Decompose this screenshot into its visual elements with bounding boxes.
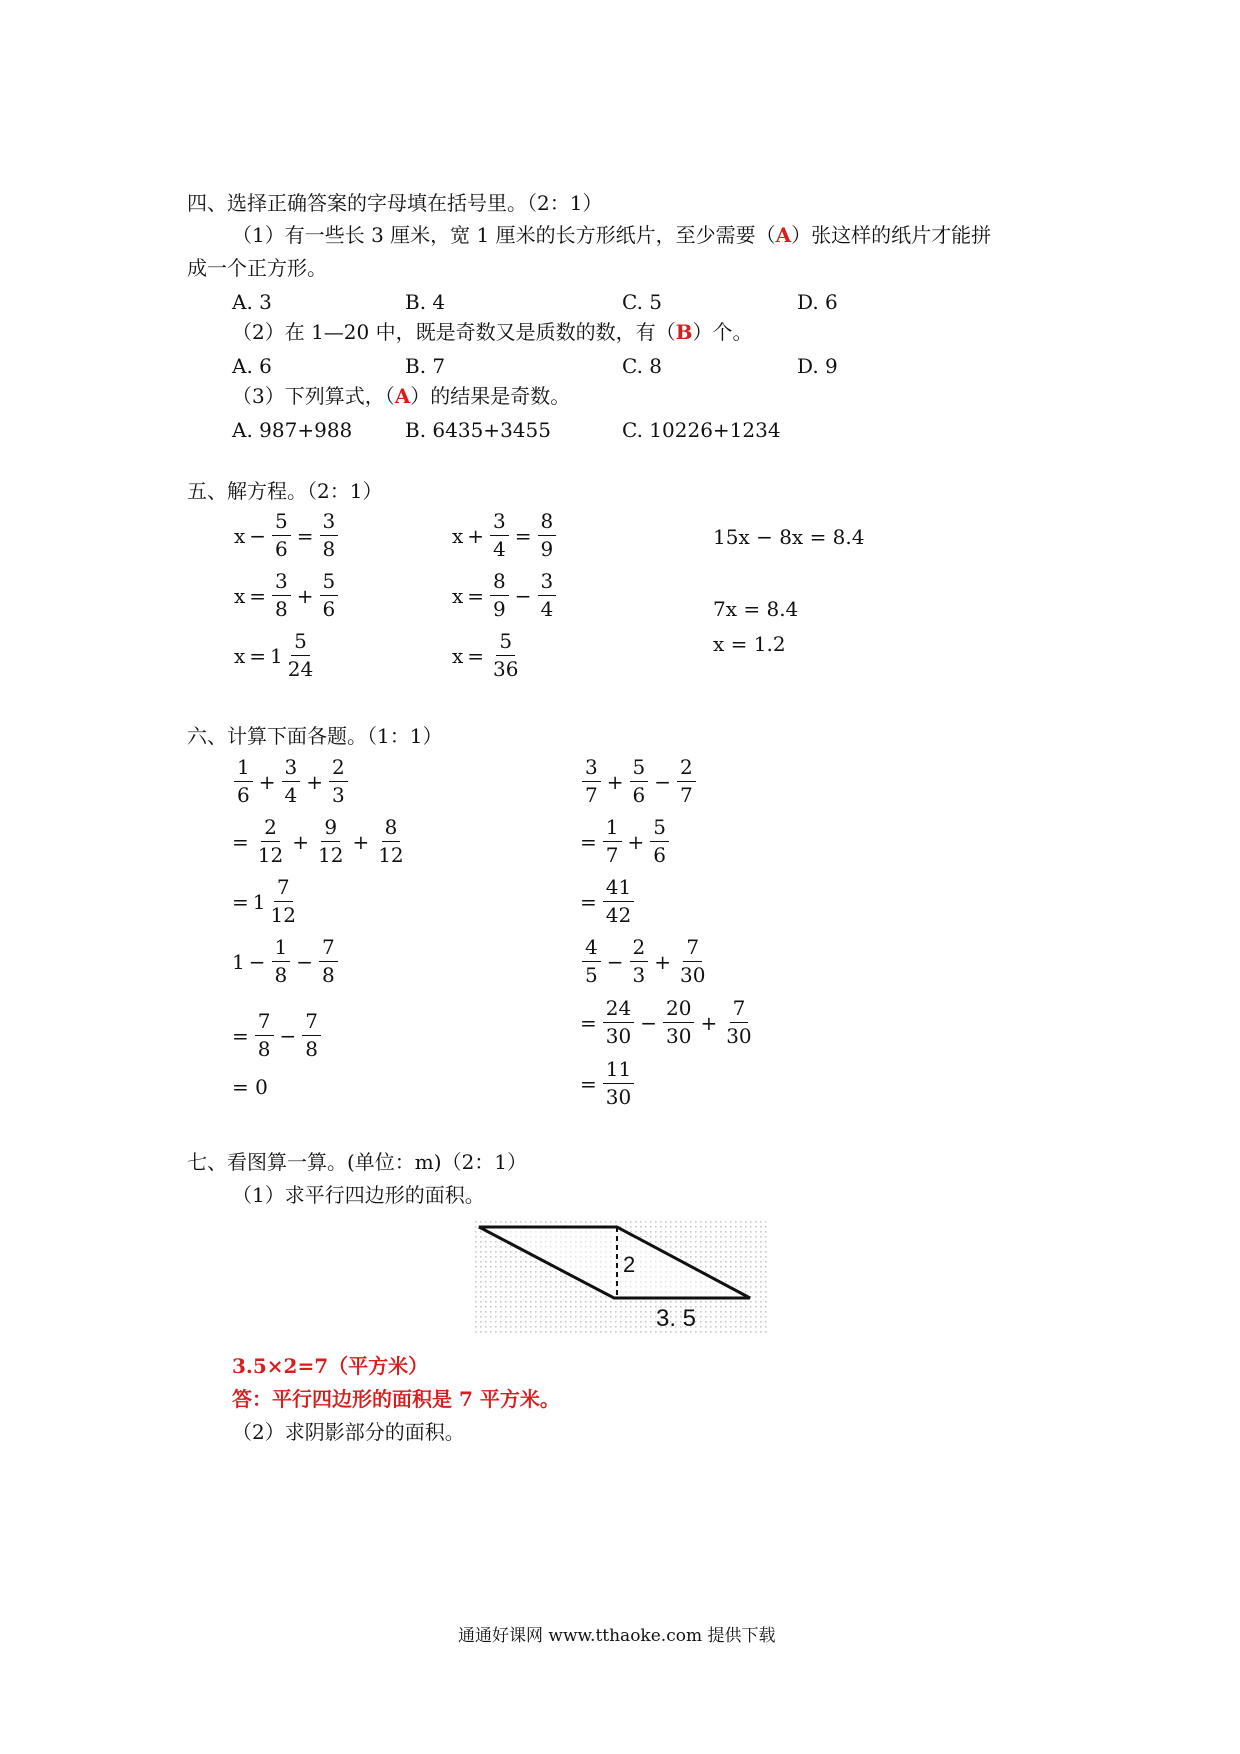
q3-option-a: A. 987+988 (232, 418, 353, 442)
eq3-line1: 15x − 8x = 8.4 (713, 525, 865, 549)
calc-c-line3: = 0 (232, 1075, 268, 1099)
base-label: 3. 5 (656, 1305, 697, 1332)
q3-option-c: C. 10226+1234 (622, 418, 781, 442)
section6-title: 六、计算下面各题。（1：1） (187, 724, 443, 748)
calc-a-line2: = $\frac{2}{12}$ + $\frac{9}{12}$ + $\frac{8}{12}$ (232, 815, 404, 867)
eq1-line1: x − $\frac{5}{6}$ = $\frac{3}{8}$ (234, 510, 340, 561)
q1-post: ）张这样的纸片才能拼 (791, 223, 992, 247)
answer-statement: 答：平行四边形的面积是 7 平方米。 (232, 1387, 560, 1411)
section7-q1: （1）求平行四边形的面积。 (232, 1183, 485, 1207)
q1-option-d: D. 6 (797, 290, 838, 314)
eq2-line2: x = $\frac{8}{9}$ − $\frac{3}{4}$ (452, 570, 558, 621)
section4-title: 四、选择正确答案的字母填在括号里。（2：1） (187, 191, 603, 215)
q1-option-b: B. 4 (405, 290, 446, 314)
q3-option-b: B. 6435+3455 (405, 418, 551, 442)
q2-option-c: C. 8 (622, 354, 663, 378)
calc-b-line2: = $\frac{1}{7}$ + $\frac{5}{6}$ (580, 816, 671, 867)
parallelogram-figure (474, 1220, 770, 1335)
q2-text (232, 322, 753, 342)
footer-text: 通通好课网 www.tthaoke.com 提供下载 (458, 1626, 776, 1646)
calc-b-line1: 3 7 + $\frac{5}{6}$ − $\frac{2}{7}$ (580, 756, 698, 807)
section7-title: 七、看图算一算。(单位：m)（2：1） (187, 1150, 528, 1174)
q1-text (232, 225, 991, 245)
calc-c-line1: 1 − $\frac{1}{8}$ − $\frac{7}{8}$ (232, 936, 340, 987)
q3-pre: （3）下列算式，（ (232, 384, 395, 408)
q3-post: ）的结果是奇数。 (410, 384, 571, 408)
q2-post: ）个。 (692, 320, 753, 344)
section5-title: 五、解方程。（2：1） (187, 479, 383, 503)
q2-pre: （2）在 1—20 中，既是奇数又是质数的数，有（ (232, 320, 676, 344)
q3-answer: A (394, 384, 411, 408)
q2-answer: B (675, 320, 693, 344)
answer-calculation: 3.5×2=7（平方米） (232, 1354, 429, 1378)
q2-option-a: A. 6 (232, 354, 272, 378)
q1-line2: 成一个正方形。 (187, 256, 327, 280)
calc-a-line1: 1 6 + $\frac{3}{4}$ + $\frac{2}{3}$ (232, 756, 350, 807)
q1-option-c: C. 5 (622, 290, 663, 314)
calc-a-line3: = 1 7 12 (232, 875, 296, 927)
height-label: 2 (623, 1252, 636, 1277)
eq1-line3: x = 1 5 24 (234, 629, 314, 681)
eq1-line2: x = $\frac{3}{8}$ + $\frac{5}{6}$ (234, 570, 340, 621)
q1-option-a: A. 3 (232, 290, 272, 314)
q2-option-b: B. 7 (405, 354, 446, 378)
eq3-line2: 7x = 8.4 (713, 597, 799, 621)
calc-b-line3: = $\frac{41}{42}$ (580, 876, 636, 927)
q3-text (232, 386, 570, 406)
eq2-line1: x + $\frac{3}{4}$ = $\frac{8}{9}$ (452, 510, 558, 561)
q2-option-d: D. 9 (797, 354, 838, 378)
eq2-line3: x = $\frac{5}{36}$ (452, 629, 519, 681)
calc-c-line2: = $\frac{7}{8}$ − $\frac{7}{8}$ (232, 1010, 323, 1061)
q1-answer: A (775, 223, 792, 247)
calc-d-line3: = $\frac{11}{30}$ (580, 1058, 636, 1109)
calc-d-line1: 4 5 − $\frac{2}{3}$ + $\frac{7}{30}$ (580, 936, 710, 987)
q1-pre: （1）有一些长 3 厘米，宽 1 厘米的长方形纸片，至少需要（ (232, 223, 776, 247)
section7-q2: （2）求阴影部分的面积。 (232, 1420, 465, 1444)
eq3-line3: x = 1.2 (713, 632, 786, 656)
calc-d-line2: = $\frac{24}{30}$ − $\frac{20}{30}$ + $\frac{7}{30}$ (580, 996, 752, 1048)
